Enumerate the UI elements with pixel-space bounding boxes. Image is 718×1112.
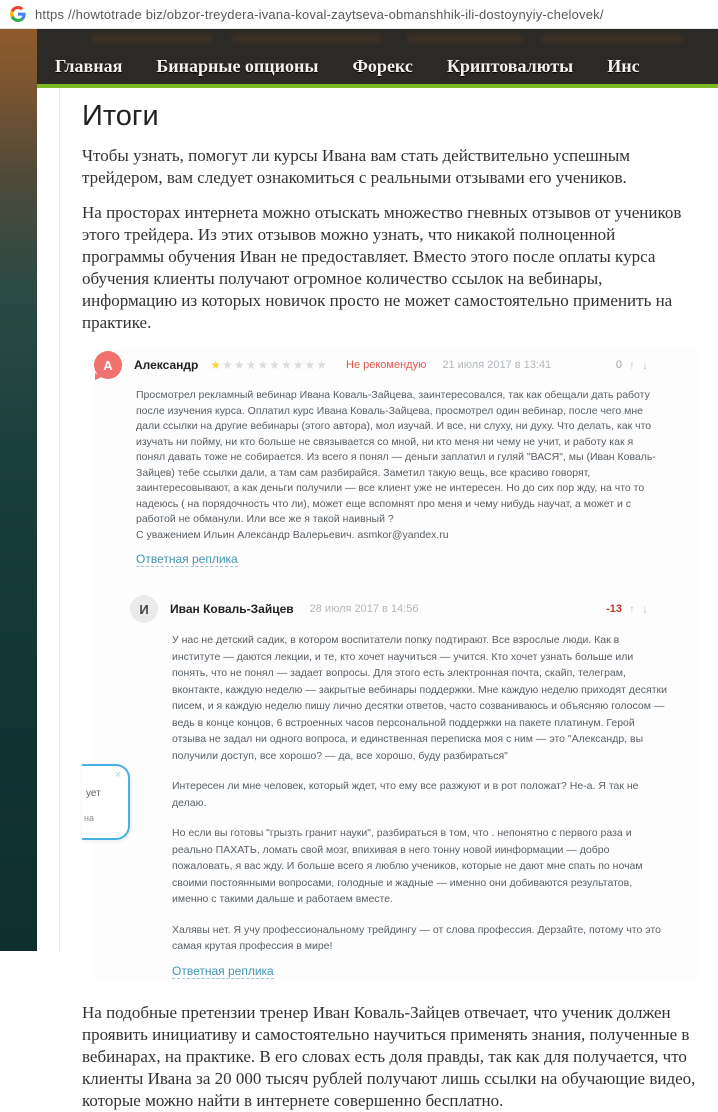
chat-popup[interactable]	[82, 764, 130, 840]
closing-paragraph: На подобные претензии тренер Иван Коваль-Зайцев отвечает, что ученик должен проявить инициативу и самостоятельно научиться применять знания, полученные в вебинарах, на практике. В его словах есть доля правды, так как для получается, что клиенты Ивана за 20 000 тысяч рублей получают лишь ссылки на обучающие видео, которые можно найти в интернете совершенно бесплатно.	[82, 1002, 696, 1110]
nav-item-3[interactable]: Криптовалюты	[446, 55, 574, 76]
main-nav	[37, 48, 718, 88]
nav-item-2[interactable]: Форекс	[352, 55, 413, 76]
reply-paragraph-1: Интересен ли мне человек, который ждет, что ему все разжуют и в рот положат? Не-а. Я так не делаю.	[172, 780, 639, 809]
avatar: И	[130, 595, 158, 623]
review-author-name: Александр	[134, 358, 199, 372]
avatar: А	[94, 351, 122, 379]
star-empty-icon: ★	[292, 358, 305, 372]
star-empty-icon: ★	[233, 358, 246, 372]
reply-card	[130, 594, 700, 980]
reply-body	[172, 632, 667, 955]
review-body	[136, 388, 656, 543]
popup-text-fragment: ует	[86, 788, 101, 799]
content-area	[37, 88, 718, 1110]
article-closing	[82, 1002, 700, 1112]
nav-item-0[interactable]: Главная	[55, 55, 123, 76]
blurred-text-decoration	[92, 34, 212, 43]
review-card	[94, 350, 700, 568]
blurred-text-decoration	[407, 34, 522, 43]
nav-item-4[interactable]: Инс	[607, 55, 640, 76]
review-header	[94, 350, 700, 380]
rating-stars[interactable]	[210, 359, 328, 371]
intro-paragraph-1: На просторах интернета можно отыскать множество гневных отзывов от учеников этого трейдера. Из этих отзывов можно узнать, что никакой полноценной программы обучения Иван не предоставляет. Вместо этого после оплаты курса обучения клиенты получают огромное количество ссылок на вебинары, информацию из которых новичок просто не может самостоятельно применить на практике.	[82, 203, 682, 332]
reply-link[interactable]: Ответная реплика	[172, 963, 274, 978]
nav-item-1[interactable]: Бинарные опционы	[156, 55, 319, 76]
intro-paragraph-0: Чтобы узнать, помогут ли курсы Ивана вам стать действительно успешным трейдером, вам следует ознакомиться с реальными отзывами его учеников.	[82, 146, 631, 187]
star-empty-icon: ★	[269, 358, 281, 372]
reply-paragraph-0: У нас не детский садик, в котором воспитатели попку подтирают. Все взрослые люди. Как в институте — даются лекции, и те, кто хочет научиться — учится. Кто хочет узнать больше или понять, что не понял — задает вопросы. Для этого есть электронная почта, скайп, телеграм, вконтакте, каждую неделю — закрытые вебинары поддержки. Мне каждую неделю приходят десятки писем, и я каждую неделю пишу лично десятки ответов, часто созваниваюсь и объясняю голосом — ведь в конце концов, 6 встроенных часов персональной поддержки на пакете платинум. Герой отзыва не задал ни одного вопроса, и единственная переписка моя с ним — это "Александр, вы получили доступ, все хорошо? — да, все хорошо, буду разбираться"	[172, 634, 667, 762]
vote-controls	[606, 602, 700, 616]
star-empty-icon: ★	[257, 358, 270, 372]
review-paragraph-1: С уважением Ильин Александр Валерьевич. asmkor@yandex.ru	[136, 528, 449, 541]
article	[82, 100, 700, 334]
background-strip	[0, 29, 37, 951]
star-empty-icon: ★	[304, 358, 317, 372]
reviews-section	[94, 350, 700, 980]
upvote-arrow-icon[interactable]: ↑	[629, 358, 635, 372]
vote-count: 0	[615, 359, 622, 371]
reply-link[interactable]: Ответная реплика	[136, 552, 238, 566]
review-paragraph-0: Просмотрел рекламный вебинар Ивана Коваль-Зайцева, заинтересовался, так как обещали дать работу после изучения курса. Оплатил курс Ивана Коваль-Зайцева, просмотрел один вебинар, после чего мне дали ссылки на другие вебинары (этого автора), мол изучай. И все, ни слуху, ни духу. Что делать, как что изучать ни пойму, ни кто больше не связывается со мной, ни кто меня ни чему не учит, и работу как я понял давать тоже не собирается. Из всего я понял — деньги заплатил и гуляй "ВАСЯ", мы (Иван Коваль-Зайцев) тебе ссылки дали, а там сам разбирайся. Заметил такую вещь, все красиво говорят, заинтересовывают, а как деньги получили — все клиент уже не интересен. Но до сих пор жду, на что то надеюсь ( на порядочность что ли), может еще вспомнят про меня и чему нибудь научат, а может и с работой не обманули. Или все же я такой наивный ?	[136, 389, 656, 525]
article-intro	[82, 145, 700, 334]
upvote-arrow-icon[interactable]: ↑	[629, 602, 635, 616]
url-text[interactable]: https //howtotrade biz/obzor-treydera-ivana-koval-zaytseva-obmanshhik-ili-dostoynyiy-chelovek/	[35, 6, 604, 22]
vote-controls	[616, 358, 700, 372]
star-empty-icon: ★	[280, 358, 293, 372]
downvote-arrow-icon[interactable]: ↓	[642, 358, 648, 372]
star-empty-icon: ★	[316, 358, 328, 372]
star-filled-icon: ★	[210, 358, 223, 372]
review-date: 21 июля 2017 в 13:41	[442, 359, 552, 371]
vote-count: -13	[606, 603, 622, 615]
reply-paragraph-3: Халявы нет. Я учу профессиональному трейдингу — от слова профессия. Дерзайте, потому что это самая крутая профессия в мире!	[172, 923, 661, 952]
page-title: Итоги	[82, 100, 159, 132]
reply-author-name: Иван Коваль-Зайцев	[170, 602, 294, 616]
header-dark-strip	[37, 29, 718, 48]
blurred-text-decoration	[232, 34, 382, 43]
google-icon	[10, 6, 26, 22]
verdict-label: Не рекомендую	[346, 359, 427, 371]
star-empty-icon: ★	[245, 358, 258, 372]
reply-header	[130, 594, 700, 624]
star-empty-icon: ★	[222, 358, 234, 372]
reply-date: 28 июля 2017 в 14:56	[309, 603, 419, 615]
downvote-arrow-icon[interactable]: ↓	[642, 602, 648, 616]
browser-url-bar[interactable]	[0, 0, 718, 29]
reply-paragraph-2: Но если вы готовы "грызть гранит науки", разбираться в том, что . непонятно с первого раза и реально ПАХАТЬ, ломать свой мозг, впихивая в него тонну новой иинформации — добро пожаловать, я вас жду. И больше всего я люблю учеников, которые не дают мне спать по ночам своими постоянными вопросами, голодные и жадные — именно они добиваются результатов, именно с такими дальше и работаем вместе.	[172, 827, 643, 905]
popup-text-fragment: на	[84, 813, 94, 823]
blurred-text-decoration	[542, 34, 682, 43]
close-icon[interactable]: ×	[114, 769, 121, 781]
